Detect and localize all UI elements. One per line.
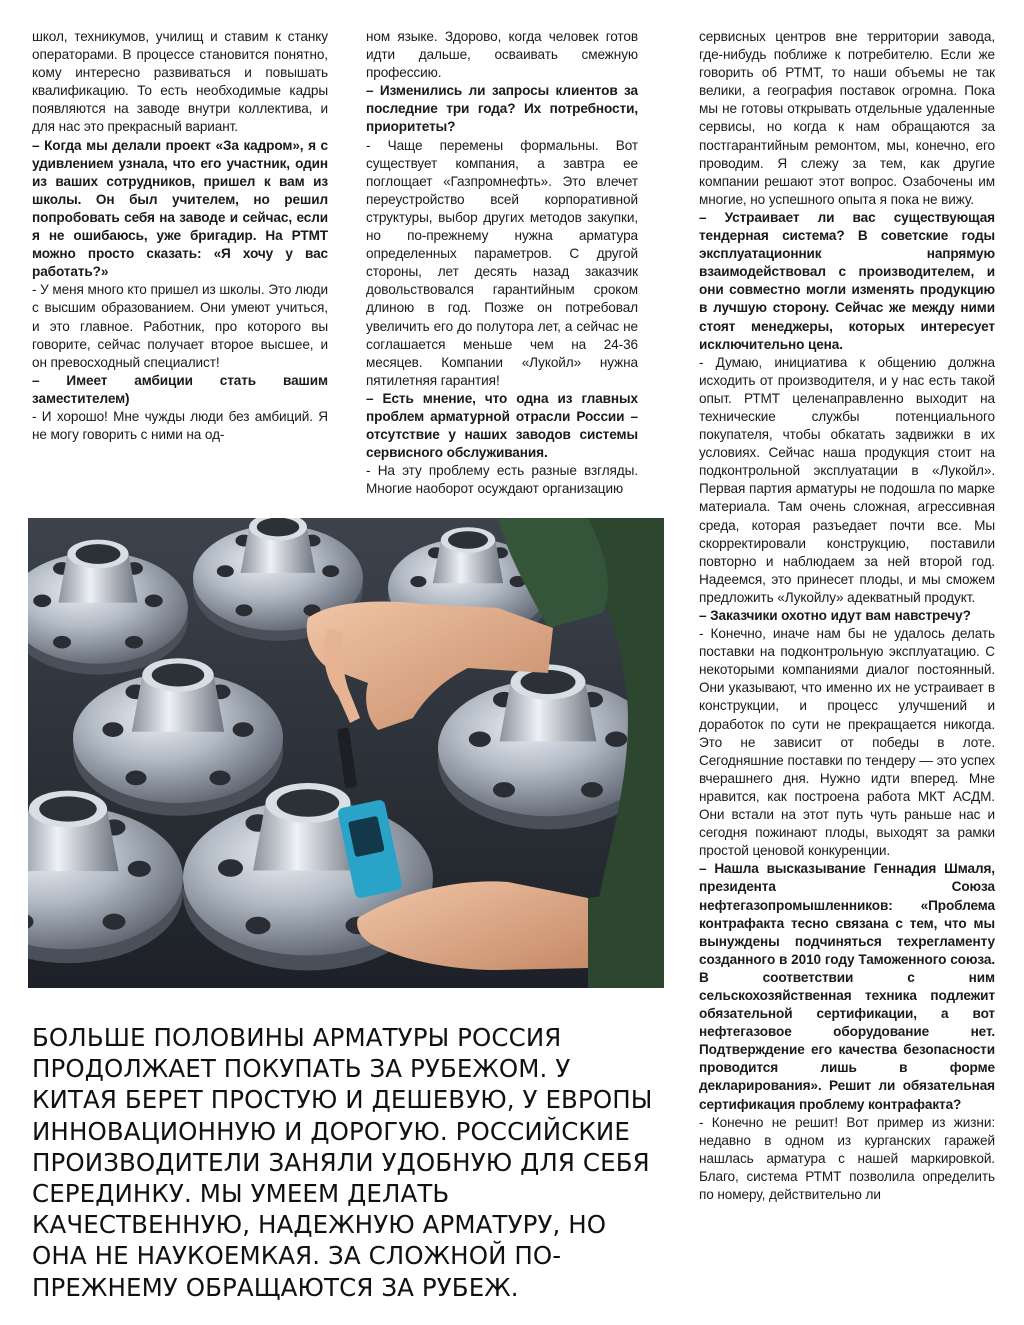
question-paragraph: – Когда мы делали проект «За кадром», я с удивлением узнала, что его участник, один из ваших сотрудников, пришел к вам из школы. Он был учителем, но решил попробовать себя на заводе и сейчас, если я не ошибаюсь, уже бригадир. На РТМТ можно просто сказать: «Я хочу у вас работать?»: [32, 137, 328, 280]
answer-paragraph: - У меня много кто пришел из школы. Это люди с высшим образованием. Они умеют учиться, и это главное. Работник, про которого вы говорите, сейчас получает второе высшее, и он превосходный специалист!: [32, 282, 328, 370]
pull-quote: БОЛЬШЕ ПОЛОВИНЫ АРМАТУРЫ РОССИЯ ПРОДОЛЖАЕТ ПОКУПАТЬ ЗА РУБЕЖОМ. У КИТАЯ БЕРЕТ ПРОСТУЮ И ДЕШЕВУЮ, У ЕВРОПЫ ИННОВАЦИОННУЮ И ДОРОГУЮ. РОССИЙСКИЕ ПРОИЗВОДИТЕЛИ ЗАНЯЛИ УДОБНУЮ ДЛЯ СЕБЯ СЕРЕДИНКУ. МЫ УМЕЕМ ДЕЛАТЬ КАЧЕСТВЕННУЮ, НАДЕЖНУЮ АРМАТУРУ, НО ОНА НЕ НАУКОЕМКАЯ. ЗА СЛОЖНОЙ ПО-ПРЕЖНЕМУ ОБРАЩАЮТСЯ ЗА РУБЕЖ.: [32, 1023, 653, 1302]
answer-paragraph: - Конечно не решит! Вот пример из жизни: недавно в одном из курганских гаражей нашлась арматура с нашей маркировкой. Благо, система РТМТ позволила определить по номеру, действительно ли: [699, 1114, 995, 1202]
question-paragraph: – Есть мнение, что одна из главных проблем арматурной отрасли России – отсутствие у наших заводов системы сервисного обслуживания.: [366, 390, 638, 461]
answer-paragraph: ном языке. Здорово, когда человек готов идти дальше, осваивать смежную профессию.: [366, 29, 638, 81]
question-paragraph: – Нашла высказывание Геннадия Шмаля, президента Союза нефтегазопромышленников: «Проблема контрафакта тесно связана с тем, что мы вынуждены подчиняться техрегламенту созданного в 2010 году Таможенного союза. В соответствии с ним сельскохозяйственная техника подлежит обязательной сертификации, а вот нефтегазовое оборудование нет. Подтверждение его качества безопасности проводится лишь в форме декларирования». Решит ли обязательная сертификация проблему контрафакта?: [699, 861, 995, 1112]
question-paragraph: – Устраивает ли вас существующая тендерная система? В советские годы эксплуатационник напрямую взаимодействовал с производителем, и они совместно могли изменять продукцию в лучшую сторону. Сейчас же между ними стоят менеджеры, которых интересует исключительно цена.: [699, 209, 995, 352]
question-paragraph: – Заказчики охотно идут вам навстречу?: [699, 608, 971, 623]
answer-paragraph: сервисных центров вне территории завода, где-нибудь поближе к потребителю. Если же говорить об РТМТ, то наши объемы не так велики, а география поставок огромна. Пока мы не готовы открывать отдельные удаленные сервисы, но когда к нам обращаются за постгарантийным ремонтом, мы, конечно, его проводим. Я слежу за тем, как другие компании решают этот вопрос. Озабочены им многие, но успешного опыта я пока не вижу.: [699, 29, 995, 207]
answer-paragraph: школ, техникумов, училищ и ставим к станку операторами. В процессе становится понятно, кому интересно развиваться и повышать квалификацию. То есть необходимые кадры появляются на заводе внутри коллектива, и для нас это прекрасный вариант.: [32, 29, 328, 135]
flanges-illustration: [28, 518, 664, 988]
answer-paragraph: - Чаще перемены формальны. Вот существует компания, а завтра ее поглощает «Газпромнефть». Это влечет переустройство всей корпоративной структуры, выбор других методов закупки, но по-прежнему нужна арматура определенных параметров. С другой стороны, лет десять назад заказчик довольствовался гарантийным сроком длиною в год. Позже он потребовал увеличить его до полутора лет, а сейчас не соглашается меньше чем на 24-36 месяцев. Компании «Лукойл» нужна пятилетняя гарантия!: [366, 137, 638, 388]
text-column-3: [699, 28, 995, 1204]
question-paragraph: – Изменились ли запросы клиентов за последние три года? Их потребности, приоритеты?: [366, 83, 638, 135]
answer-paragraph: - И хорошо! Мне чужды люди без амбиций. Я не могу говорить с ними на од-: [32, 408, 328, 443]
answer-paragraph: - Думаю, инициатива к общению должна исходить от производителя, и у нас есть такой опыт. РТМТ целенаправленно выходит на технические службы потенциального покупателя, чтобы обкатать задвижки в их условиях. Сейчас наша продукция стоит на подконтрольной эксплуатации в «Лукойл». Первая партия арматуры не подошла по марке материала. Там очень сложная, агрессивная среда, которая разъедает почти все. Мы скорректировали конструкцию, поставили повторно и наблюдаем за ней второй год. Надеемся, это принесет плоды, и мы сможем предложить «Лукойлу» адекватный продукт.: [699, 354, 995, 605]
text-column-1: [32, 28, 328, 444]
text-column-2: [366, 28, 638, 498]
question-paragraph: – Имеет амбиции стать вашим заместителем): [32, 372, 328, 406]
answer-paragraph: - На эту проблему есть разные взгляды. Многие наоборот осуждают организацию: [366, 463, 638, 497]
flanges-photo: [28, 518, 664, 988]
answer-paragraph: - Конечно, иначе нам бы не удалось делать поставки на подконтрольную эксплуатацию. С некоторыми компаниями диалог постоянный. Они указывают, что именно их не устраивает в конструкции, и процесс улучшений и доработок по сути не прекращается никогда. Это не зависит от победы в лоте. Сегодняшние поставки по тендеру — это успех вчерашнего дня. Нужно идти вперед. Мне нравится, как построена работа МКТ АСДМ. Они встали на этот путь чуть раньше нас и сегодня пожинают плоды, выходят за рамки простой ценовой конкуренции.: [699, 626, 995, 859]
